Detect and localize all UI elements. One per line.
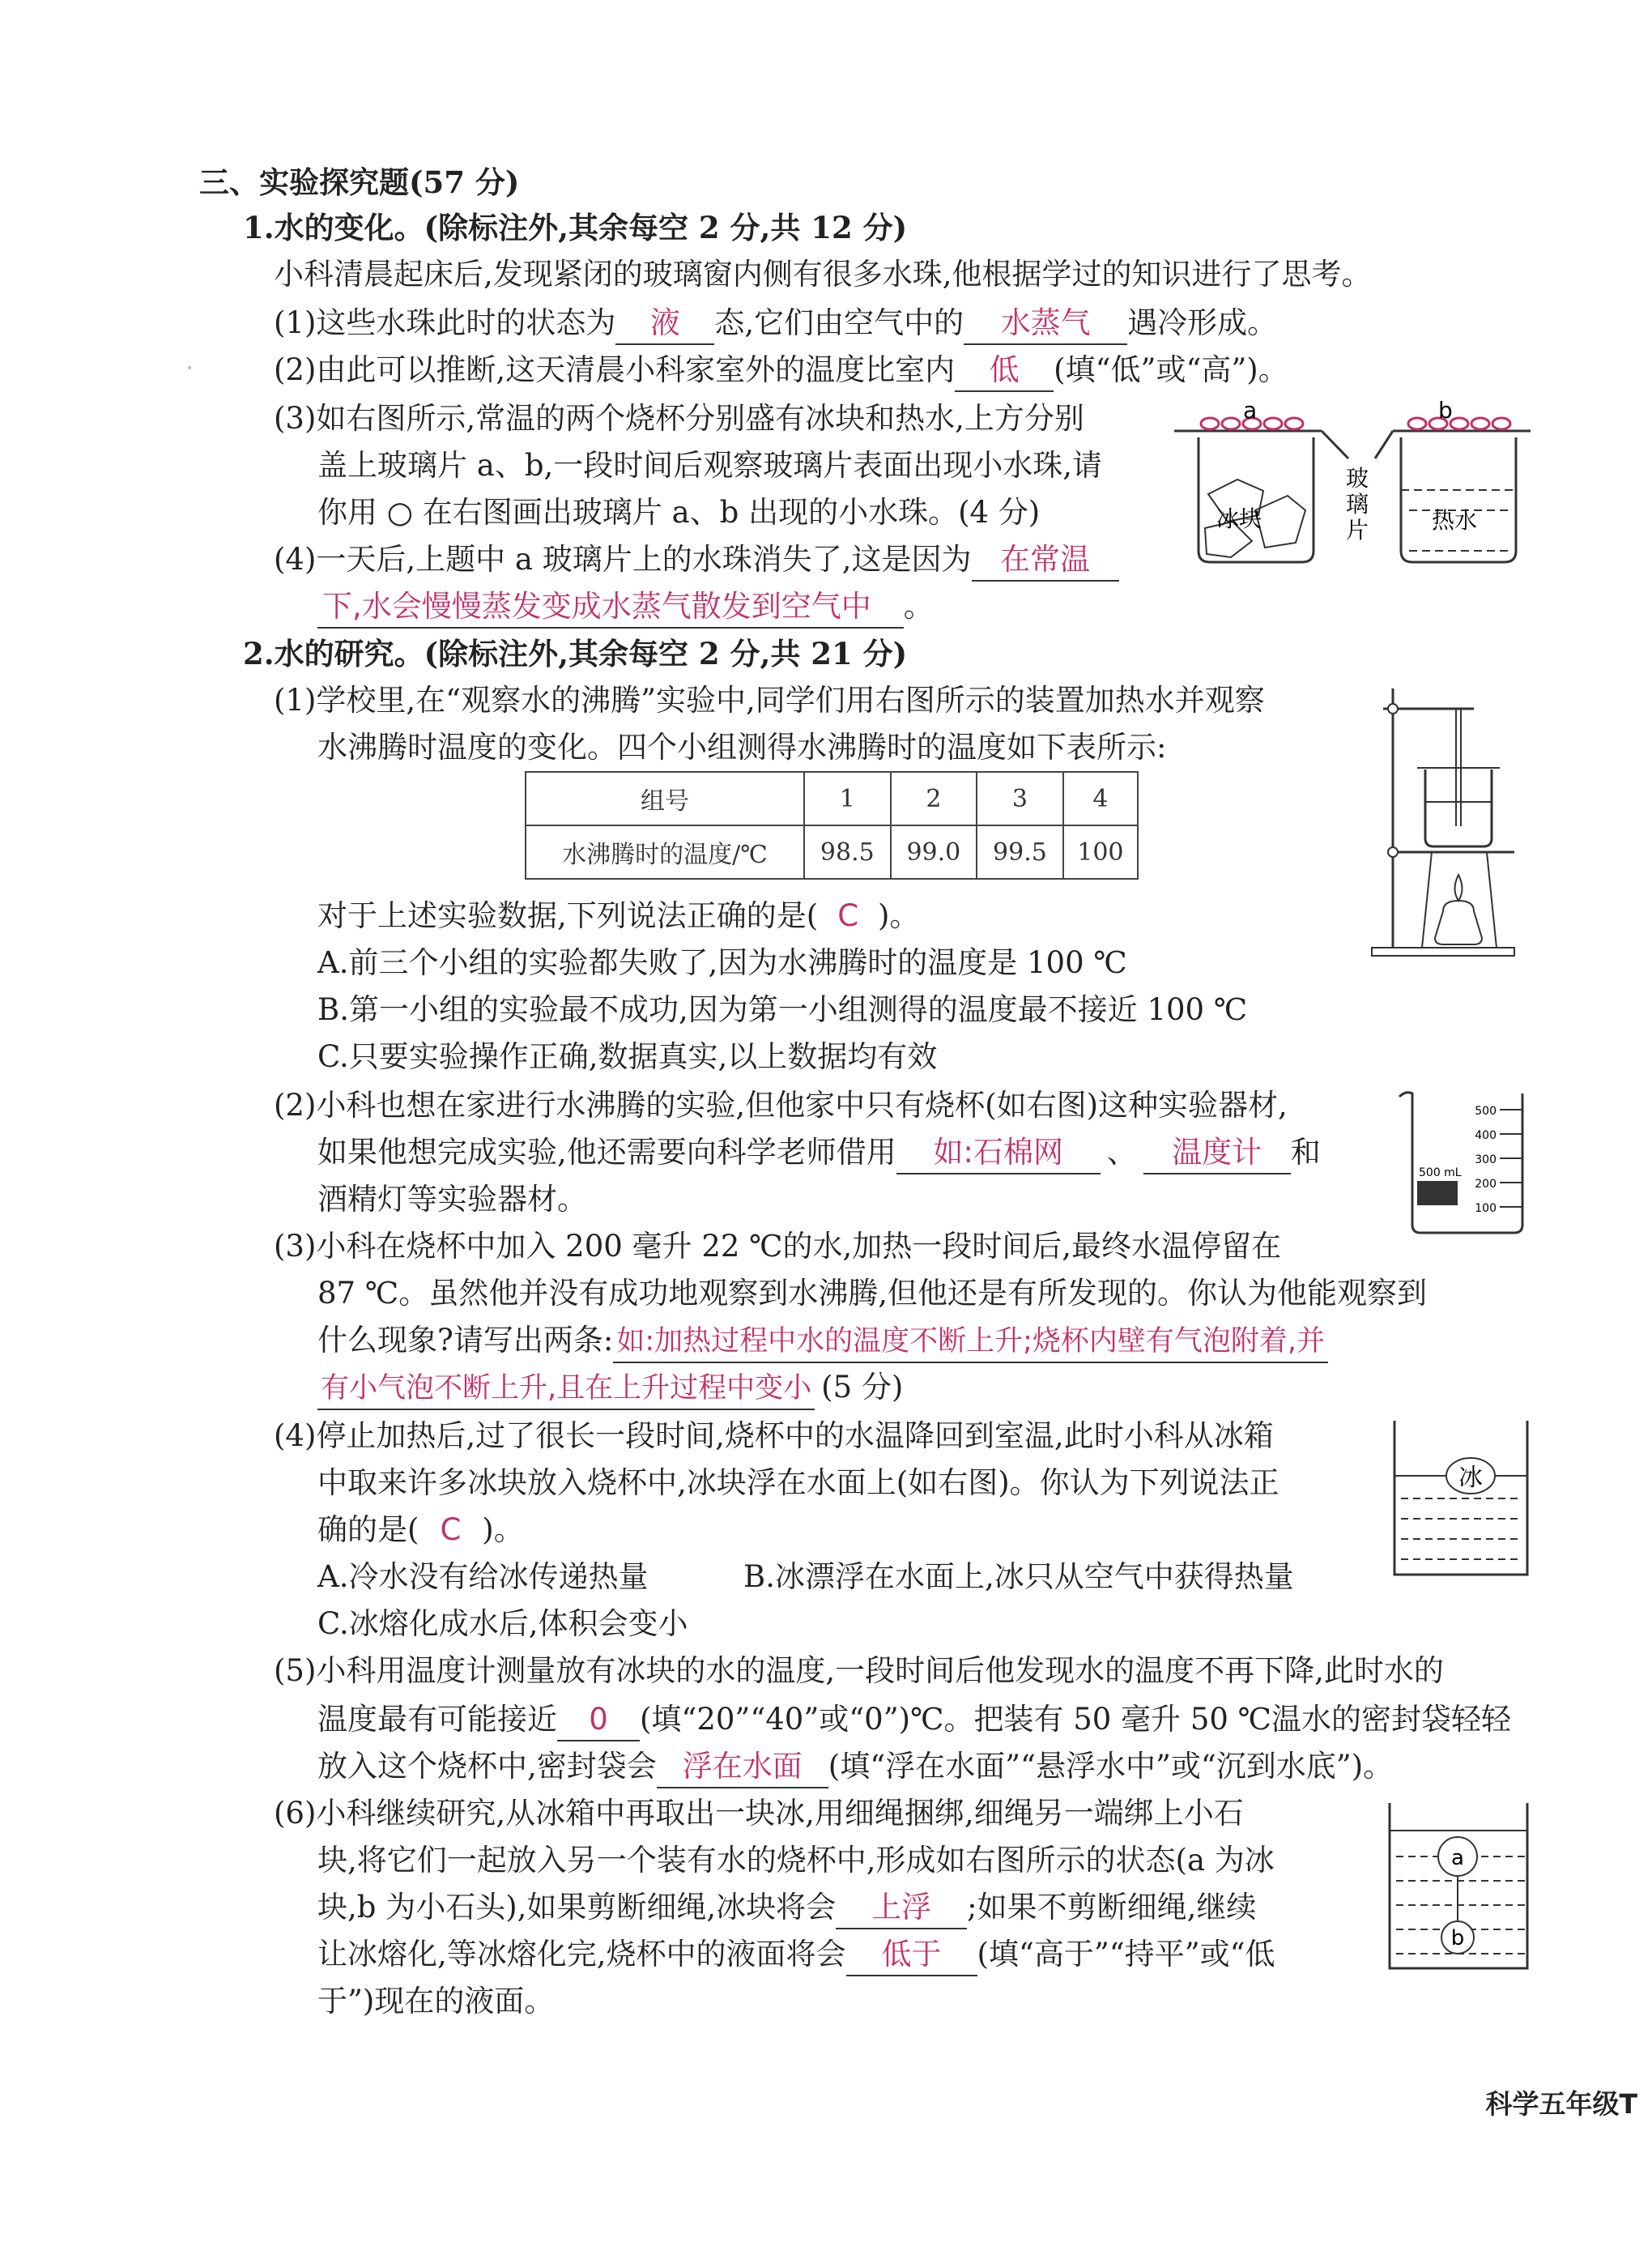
q2-p3-text: 什么现象?请写出两条: — [317, 1323, 614, 1358]
q2-p3-line1: (3)小科在烧杯中加入 200 毫升 22 ℃的水,加热一段时间后,最终水温停留在 — [274, 1229, 1282, 1264]
q2-p2-line1: (2)小科也想在家进行水沸腾的实验,但他家中只有烧杯(如右图)这种实验器材, — [274, 1088, 1288, 1123]
q2-p5-answer-1: 0 — [557, 1699, 640, 1741]
q2-p4-option-b: B.冰漂浮在水面上,冰只从空气中获得热量 — [743, 1559, 1294, 1594]
q2-p5-text-b: (填“20”“40”或“0”)℃。把装有 50 毫升 50 ℃温水的密封袋轻轻 — [640, 1702, 1512, 1737]
q1-p4-end: 。 — [903, 589, 934, 624]
q2-p3-answer-1: 如:加热过程中水的温度不断上升;烧杯内壁有气泡附着,并 — [613, 1321, 1328, 1363]
glass-label-3: 片 — [1346, 517, 1369, 544]
q1-p1-text-a: (1)这些水珠此时的状态为 — [274, 305, 616, 340]
q2-p6-text-c: 让冰熔化,等冰熔化完,烧杯中的液面将会 — [317, 1937, 846, 1972]
q1-p2-answer: 低 — [955, 350, 1054, 392]
q1-intro: 小科清晨起床后,发现紧闭的玻璃窗内侧有很多水珠,他根据学过的知识进行了思考。 — [274, 257, 1372, 292]
ice-block-label-a: a — [1451, 1846, 1464, 1870]
q2-p4-option-a: A.冷水没有给冰传递热量 — [317, 1559, 649, 1594]
q1-part1 — [274, 300, 1277, 347]
q2-p1-q-end: )。 — [878, 898, 920, 933]
q2-p3-line2: 87 ℃。虽然他并没有成功地观察到水沸腾,但他还是有所发现的。你认为他能观察到 — [317, 1276, 1427, 1311]
q2-p5-line3 — [317, 1743, 1393, 1790]
q1-part4-cont — [317, 583, 934, 630]
q2-p2-answer-2: 温度计 — [1143, 1132, 1291, 1174]
q2-p3-score: (5 分) — [821, 1370, 904, 1405]
q2-p6-line4 — [317, 1931, 1275, 1978]
margin-dot — [188, 366, 191, 369]
q1-p3-line3: 你用 ○ 在右图画出玻璃片 a、b 出现的小水珠。(4 分) — [317, 495, 1041, 530]
q1-p3-line2: 盖上玻璃片 a、b,一段时间后观察玻璃片表面出现小水珠,请 — [317, 448, 1103, 483]
table-cell: 100 — [1063, 825, 1138, 879]
q2-p5-text-c: 放入这个烧杯中,密封袋会 — [317, 1749, 657, 1784]
q1-p1-text-b: 态,它们由空气中的 — [714, 305, 964, 340]
q2-p1-line1: (1)学校里,在“观察水的沸腾”实验中,同学们用右图所示的装置加热水并观察 — [274, 683, 1265, 718]
q2-p6-line2: 块,将它们一起放入另一个装有水的烧杯中,形成如右图所示的状态(a 为冰 — [317, 1843, 1275, 1878]
q2-p5-line1: (5)小科用温度计测量放有冰块的水的温度,一段时间后他发现水的温度不再下降,此时水的 — [274, 1653, 1444, 1688]
beaker-mark: 200 — [1475, 1178, 1497, 1191]
q2-p5-answer-2: 浮在水面 — [657, 1746, 828, 1788]
tethered-ice-stone-figure — [1385, 1800, 1539, 1974]
q1-p2-text-a: (2)由此可以推断,这天清晨小科家室外的温度比室内 — [274, 352, 956, 387]
q2-p5-line2 — [317, 1696, 1511, 1743]
q2-p6-answer-1: 上浮 — [836, 1887, 967, 1929]
boiling-apparatus-figure — [1369, 680, 1522, 960]
floating-ice-figure — [1390, 1417, 1535, 1579]
ice-block-label: 冰 — [1458, 1464, 1483, 1492]
q2-p2-separator: 、 — [1106, 1135, 1137, 1170]
q2-p4-text-b: )。 — [482, 1512, 524, 1547]
q2-header: 2.水的研究。(除标注外,其余每空 2 分,共 21 分) — [243, 636, 908, 671]
stone-label-b: b — [1450, 1926, 1465, 1950]
q1-header: 1.水的变化。(除标注外,其余每空 2 分,共 12 分) — [243, 210, 908, 245]
hot-water-label: 热水 — [1432, 507, 1478, 534]
q1-p1-text-c: 遇冷形成。 — [1127, 305, 1278, 340]
table-header-temp: 水沸腾时的温度/℃ — [526, 825, 804, 879]
table-cell: 2 — [891, 772, 977, 825]
q2-p6-text-b: ;如果不剪断细绳,继续 — [967, 1890, 1257, 1925]
glass-label-1: 玻 — [1346, 465, 1369, 492]
hot-water-beaker — [1401, 437, 1516, 562]
table-cell: 99.5 — [977, 825, 1063, 879]
q2-p6-text-a: 块,b 为小石头),如果剪断细绳,冰块将会 — [317, 1890, 837, 1925]
q2-p6-line3 — [317, 1884, 1256, 1931]
q1-p4-answer-b: 下,水会慢慢蒸发变成水蒸气散发到空气中 — [317, 586, 904, 629]
q1-p2-text-b: (填“低”或“高”)。 — [1054, 352, 1288, 387]
q2-p5-text-a: 温度最有可能接近 — [317, 1702, 557, 1737]
q2-p2-line3: 酒精灯等实验器材。 — [317, 1182, 587, 1217]
q1-part4 — [274, 536, 1119, 583]
q2-p4-line3 — [317, 1507, 524, 1554]
table-cell: 99.0 — [891, 825, 977, 879]
q2-p2-line2 — [317, 1129, 1321, 1176]
beaker-mark: 500 — [1475, 1105, 1497, 1118]
q2-p6-text-d: (填“高于”“持平”或“低 — [977, 1937, 1275, 1972]
glass-label-2: 璃 — [1346, 491, 1369, 518]
beaker-mark: 100 — [1475, 1202, 1497, 1215]
q1-p4-text: (4)一天后,上题中 a 玻璃片上的水珠消失了,这是因为 — [274, 542, 972, 577]
water-droplets-b — [1408, 418, 1510, 429]
q2-p1-answer: C — [837, 898, 859, 933]
q2-p4-line1: (4)停止加热后,过了很长一段时间,烧杯中的水温降回到室温,此时小科从冰箱 — [274, 1418, 1274, 1453]
q2-p5-text-d: (填“浮在水面”“悬浮水中”或“沉到水底”)。 — [828, 1749, 1394, 1784]
q2-p3-line3 — [317, 1317, 1328, 1364]
beaker-capacity-label: 500 mL — [1419, 1166, 1462, 1179]
q2-p1-option-a: A.前三个小组的实验都失败了,因为水沸腾时的温度是 100 ℃ — [317, 945, 1127, 980]
q2-p4-line2: 中取来许多冰块放入烧杯中,冰块浮在水面上(如右图)。你认为下列说法正 — [317, 1465, 1279, 1500]
q2-p3-line4 — [317, 1364, 903, 1411]
q2-p2-text-b: 和 — [1290, 1135, 1321, 1170]
q2-p1-q-text: 对于上述实验数据,下列说法正确的是( — [317, 898, 819, 933]
q1-part2 — [274, 347, 1288, 394]
q2-p1-option-b: B.第一小组的实验最不成功,因为第一小组测得的温度最不接近 100 ℃ — [317, 992, 1248, 1027]
q2-p4-text-a: 确的是( — [317, 1512, 419, 1547]
q2-p4-option-c: C.冰熔化成水后,体积会变小 — [317, 1606, 688, 1641]
q1-p4-answer-a: 在常温 — [972, 539, 1119, 582]
table-header-group: 组号 — [526, 772, 804, 825]
q2-p2-answer-1: 如:石棉网 — [896, 1132, 1101, 1174]
q2-p1-question — [317, 893, 919, 940]
ice-label: 冰块 — [1216, 505, 1262, 532]
q2-p3-answer-2: 有小气泡不断上升,且在上升过程中变小 — [317, 1368, 815, 1410]
q2-p2-text-a: 如果他想完成实验,他还需要向科学老师借用 — [317, 1135, 896, 1170]
q1-p1-answer-vapor: 水蒸气 — [964, 303, 1127, 345]
measuring-beaker-figure — [1394, 1085, 1532, 1239]
q2-p1-line2: 水沸腾时温度的变化。四个小组测得水沸腾时的温度如下表所示: — [317, 730, 1167, 765]
q1-beaker-figure — [1174, 389, 1539, 575]
q2-p6-line1: (6)小科继续研究,从冰箱中再取出一块冰,用细绳捆绑,细绳另一端绑上小石 — [274, 1796, 1244, 1831]
q2-p4-answer: C — [440, 1512, 462, 1547]
table-cell: 3 — [977, 772, 1063, 825]
table-cell: 4 — [1063, 772, 1138, 825]
table-cell: 1 — [804, 772, 891, 825]
table-cell: 98.5 — [804, 825, 891, 879]
table-row — [526, 772, 1138, 825]
q1-p3-line1: (3)如右图所示,常温的两个烧杯分别盛有冰块和热水,上方分别 — [274, 401, 1084, 436]
beaker-mark: 400 — [1475, 1129, 1497, 1142]
plate-label-b: b — [1438, 397, 1453, 424]
page-footer: 科学五年级T — [1485, 2088, 1637, 2120]
q2-p1-option-c: C.只要实验操作正确,数据真实,以上数据均有效 — [317, 1039, 938, 1074]
table-row — [526, 825, 1138, 879]
q1-p1-answer-state: 液 — [615, 303, 714, 345]
plate-label-a: a — [1243, 397, 1258, 424]
q2-p6-line5: 于”)现在的液面。 — [317, 1984, 555, 2018]
q2-p6-answer-2: 低于 — [846, 1934, 977, 1976]
boiling-temp-table — [525, 771, 1139, 880]
beaker-mark: 300 — [1475, 1153, 1497, 1166]
section-title: 三、实验探究题(57 分) — [199, 164, 520, 200]
